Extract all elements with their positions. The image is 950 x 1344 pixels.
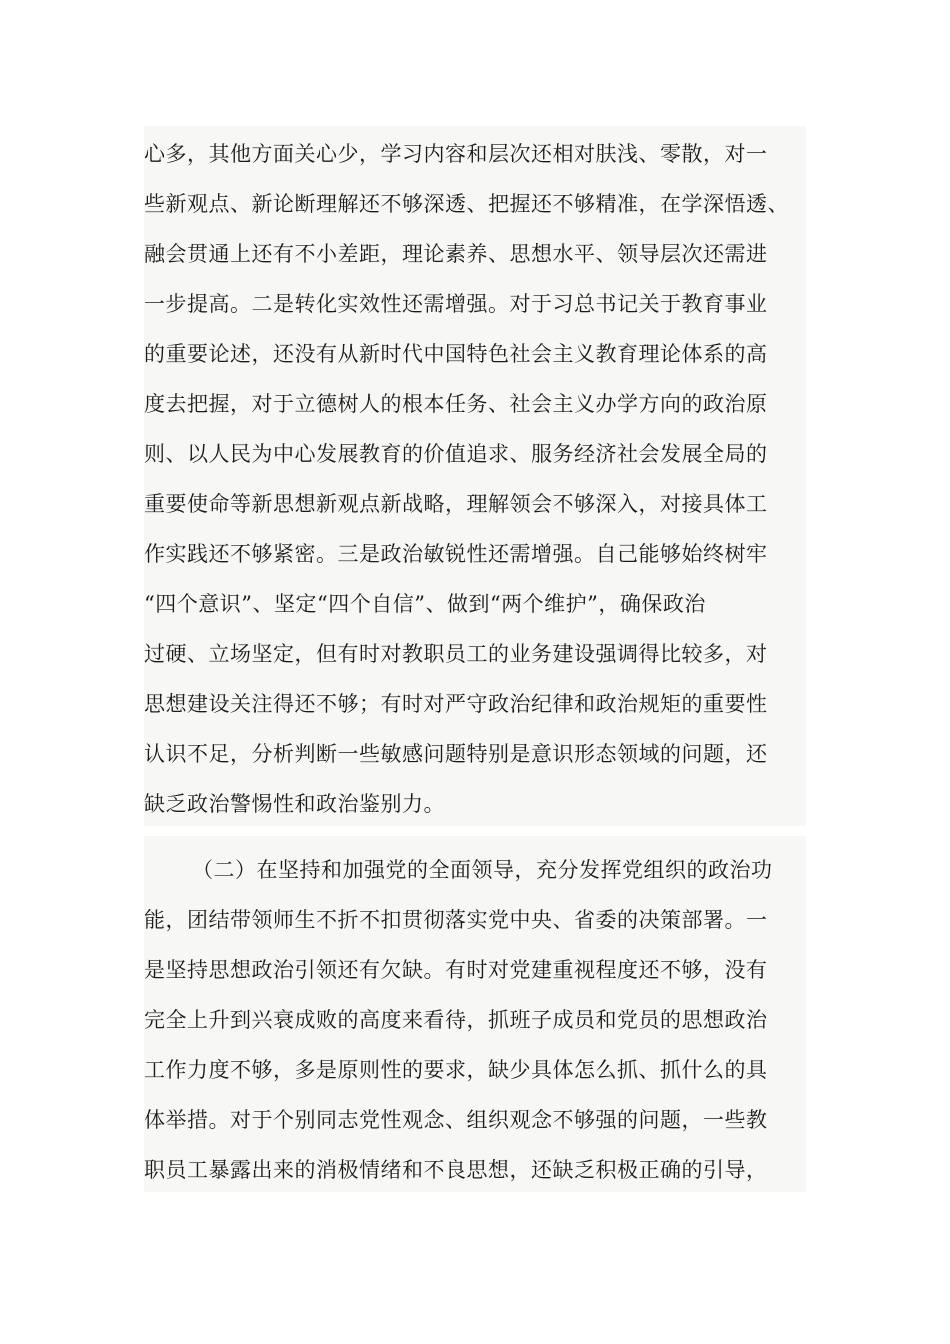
paragraph-line: 的重要论述，还没有从新时代中国特色社会主义教育理论体系的高 bbox=[144, 342, 768, 366]
paragraph-line: 思想建设关注得还不够；有时对严守政治纪律和政治规矩的重要性 bbox=[144, 692, 768, 716]
paragraph-2 bbox=[144, 836, 806, 1192]
paragraph-line: 心多，其他方面关心少，学习内容和层次还相对肤浅、零散，对一 bbox=[144, 142, 768, 166]
paragraph-line: 能，团结带领师生不折不扣贯彻落实党中央、省委的决策部署。一 bbox=[144, 908, 768, 932]
paragraph-line: 过硬、立场坚定，但有时对教职员工的业务建设强调得比较多，对 bbox=[144, 642, 768, 666]
paragraph-1 bbox=[144, 126, 806, 826]
paragraph-line: 融会贯通上还有不小差距，理论素养、思想水平、领导层次还需进 bbox=[144, 242, 768, 266]
paragraph-line: 工作力度不够，多是原则性的要求，缺少具体怎么抓、抓什么的具 bbox=[144, 1058, 768, 1082]
paragraph-line: 些新观点、新论断理解还不够深透、把握还不够精准，在学深悟透、 bbox=[144, 192, 789, 216]
paragraph-line: 则、以人民为中心发展教育的价值追求、服务经济社会发展全局的 bbox=[144, 442, 768, 466]
paragraph-line: 职员工暴露出来的消极情绪和不良思想，还缺乏积极正确的引导， bbox=[144, 1158, 768, 1182]
paragraph-line: 重要使命等新思想新观点新战略，理解领会不够深入，对接具体工 bbox=[144, 492, 768, 516]
paragraph-line: 体举措。对于个别同志党性观念、组织观念不够强的问题，一些教 bbox=[144, 1108, 768, 1132]
paragraph-line: （二）在坚持和加强党的全面领导，充分发挥党组织的政治功 bbox=[192, 858, 773, 882]
paragraph-line: 是坚持思想政治引领还有欠缺。有时对党建重视程度还不够，没有 bbox=[144, 958, 768, 982]
paragraph-line: “四个意识”、坚定“四个自信”、做到“两个维护”，确保政治 bbox=[144, 592, 706, 616]
paragraph-line: 认识不足，分析判断一些敏感问题特别是意识形态领域的问题，还 bbox=[144, 742, 768, 766]
paragraph-line: 度去把握，对于立德树人的根本任务、社会主义办学方向的政治原 bbox=[144, 392, 768, 416]
paragraph-line: 一步提高。二是转化实效性还需增强。对于习总书记关于教育事业 bbox=[144, 292, 768, 316]
paragraph-line: 缺乏政治警惕性和政治鉴别力。 bbox=[144, 792, 445, 816]
paragraph-line: 作实践还不够紧密。三是政治敏锐性还需增强。自己能够始终树牢 bbox=[144, 542, 768, 566]
paragraph-line: 完全上升到兴衰成败的高度来看待，抓班子成员和党员的思想政治 bbox=[144, 1008, 768, 1032]
